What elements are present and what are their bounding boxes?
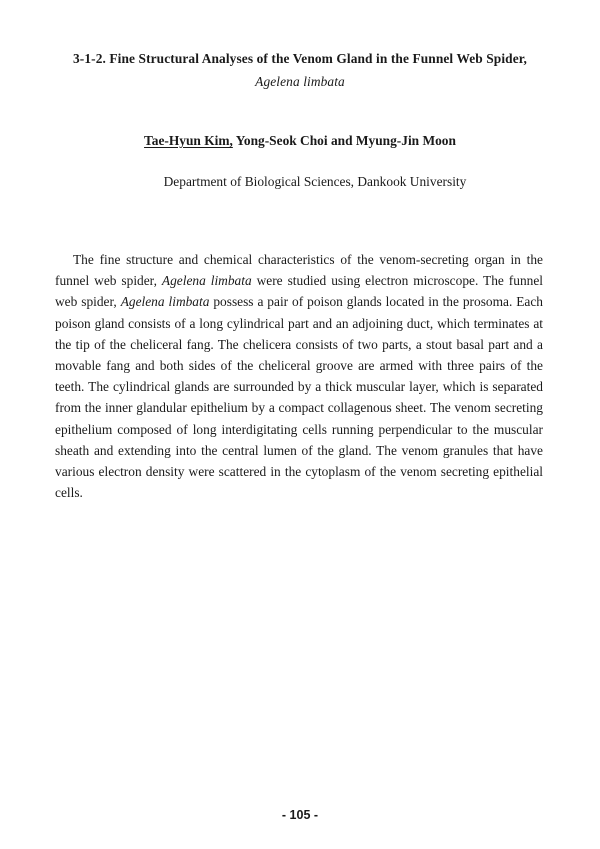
abstract-species-1: Agelena limbata xyxy=(161,273,252,289)
abstract-text-3: possess a pair of poison glands located in the prosoma. Each poison gland consists of a long cylindrical part and an adjoining duct, which terminates at the tip of the cheliceral fang. The chelicera consists of two parts, a stout basal part and a movable fang and both sides of the cheliceral groove are armed with three pairs of the teeth. The cylindrical glands are surrounded by a thick muscular layer, which is separated from the inner glandular epithelium by a compact collagenous sheet. The venom secreting epithelium composed of long interdigitating cells running perpendicular to the muscular sheath and extending into the central lumen of the gland. The venom granules that have various electron density were scattered in the cytoplasm of the venom secreting epithelial cells. xyxy=(55,294,543,501)
abstract-text-1: The fine structure and chemical characteristics of the venom-secreting organ in the funnel web spider, xyxy=(55,252,543,289)
title-main: 3-1-2. Fine Structural Analyses of the Venom Gland in the Funnel Web Spider, xyxy=(72,51,527,66)
affiliation: Department of Biological Sciences, Dankook University xyxy=(163,174,467,189)
paper-title xyxy=(60,47,540,93)
abstract-text-2: were studied using electron microscope. The funnel web spider, xyxy=(55,273,543,310)
author-list xyxy=(60,131,540,151)
abstract-species-2: Agelena limbata xyxy=(120,294,210,310)
abstract-body xyxy=(55,249,543,503)
title-species: Agelena limbata xyxy=(255,74,345,89)
page-number: - 105 - xyxy=(281,808,319,822)
co-authors: Yong-Seok Choi and Myung-Jin Moon xyxy=(232,133,456,148)
presenting-author: Tae-Hyun Kim, xyxy=(144,133,233,148)
